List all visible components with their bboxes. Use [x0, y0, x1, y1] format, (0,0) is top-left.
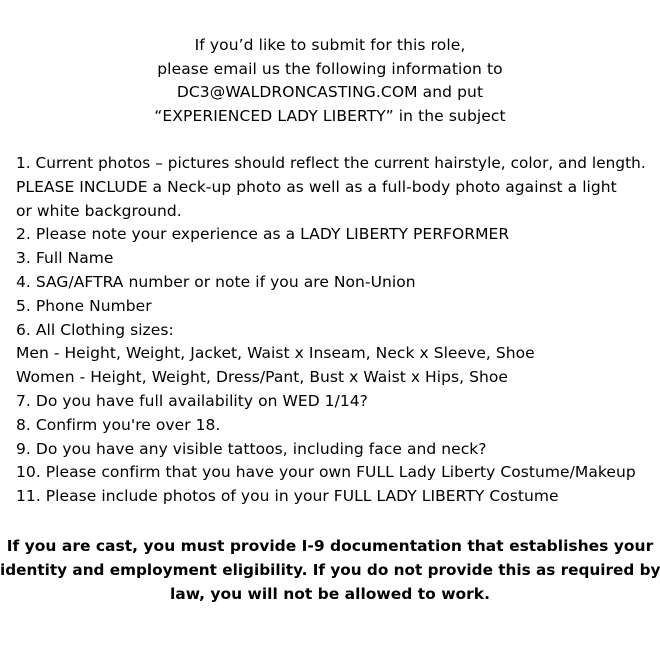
notice-line: If you are cast, you must provide I-9 documentation that establishes your [6, 537, 654, 555]
requirement-line: 11. Please include photos of you in your FULL LADY LIBERTY Costume [16, 487, 559, 506]
submission-instructions [0, 34, 660, 128]
intro-subject-line: “EXPERIENCED LADY LIBERTY” in the subject [154, 106, 506, 125]
requirement-line: 4. SAG/AFTRA number or note if you are Non-Union [16, 272, 416, 291]
notice-line: law, you will not be allowed to work. [169, 585, 491, 603]
requirement-line: 10. Please confirm that you have your own FULL Lady Liberty Costume/Makeup [16, 463, 636, 482]
requirement-line: 1. Current photos – pictures should reflect the current hairstyle, color, and length. [16, 154, 646, 172]
requirement-line: PLEASE INCLUDE a Neck-up photo as well as a full-body photo against a light [16, 177, 617, 196]
intro-line: please email us the following information to [157, 59, 503, 78]
requirement-line: or white background. [16, 201, 182, 220]
requirement-line: 8. Confirm you're over 18. [16, 415, 221, 434]
requirements-list [16, 152, 646, 509]
requirement-line: 2. Please note your experience as a LADY LIBERTY PERFORMER [16, 225, 510, 244]
requirement-line: 3. Full Name [16, 249, 114, 268]
requirement-line: 6. All Clothing sizes: [16, 320, 174, 339]
requirement-line: Men - Height, Weight, Jacket, Waist x Inseam, Neck x Sleeve, Shoe [16, 344, 535, 363]
requirement-line: 9. Do you have any visible tattoos, including face and neck? [16, 439, 487, 458]
intro-email-line: DC3@WALDRONCASTING.COM and put [176, 83, 484, 101]
requirement-line: 7. Do you have full availability on WED 1/14? [16, 391, 368, 410]
notice-line: identity and employment eligibility. If you do not provide this as required by [0, 561, 660, 579]
requirement-line: Women - Height, Weight, Dress/Pant, Bust x Waist x Hips, Shoe [16, 368, 508, 387]
i9-notice [0, 534, 660, 606]
requirement-line: 5. Phone Number [16, 296, 152, 315]
intro-line: If you’d like to submit for this role, [194, 36, 466, 54]
